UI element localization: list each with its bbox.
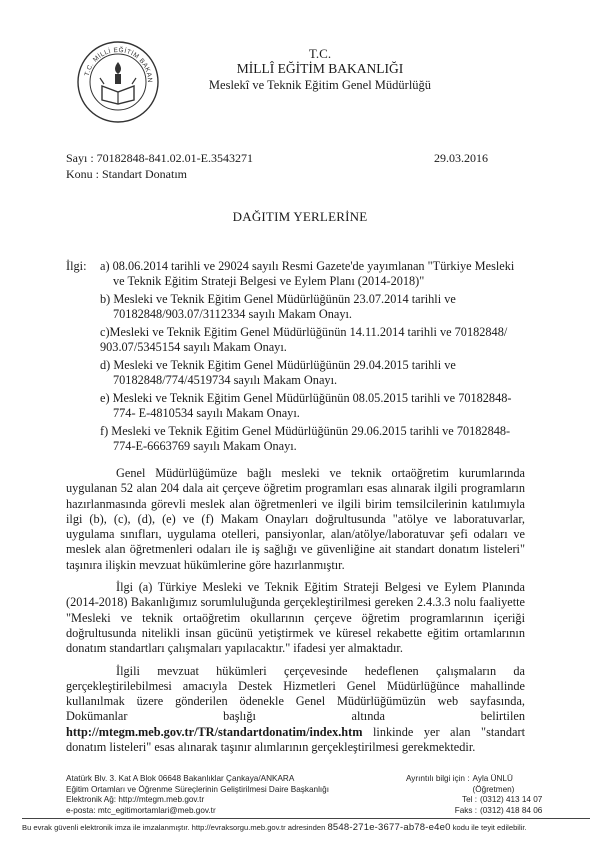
department-line: Eğitim Ortamları ve Öğrenme Süreçlerinin Geliştirilmesi Daire Başkanlığı [66, 784, 329, 794]
header-tc: T.C. [308, 46, 332, 61]
reference-item: b) Mesleki ve Teknik Eğitim Genel Müdürlüğünün 23.07.2014 tarihli ve 70182848/903.07/3112334 sayılı Makam Onayı. [100, 292, 456, 321]
contact-label: Ayrıntılı bilgi için : [405, 774, 470, 783]
body-paragraph [66, 664, 525, 756]
document-date: 29.03.2016 [434, 151, 488, 165]
recipient-title: DAĞITIM YERLERİNE [232, 209, 368, 224]
ministry-logo [76, 40, 160, 124]
body-paragraph: Genel Müdürlüğümüze bağlı mesleki ve teknik ortaöğretim kurumlarında uygulanan 52 alan 204 dala ait çerçeve öğretim programları esas alınarak ilgili programların hazırlanmasında görevli meslek alan öğretmenleri ve ilgili birim temsilcilerinin katılımıyla ilgi (b), (c), (d), (e) ve (f) Makam Onayları doğrultusunda "atölye ve laboratuvarlar, uygulama sınıfları, uygulama otelleri, pansiyonlar, alan/atölye/laboratuvar şefi odaları ve meslek alan öğretmenleri odaları ile iş sağlığı ve güvenliğine ait standart donatım listeleri" taşınıra ilişkin mevzuat hükümlerine göre hazırlanmıştır. [66, 466, 525, 572]
svg-text:T.C. MİLLİ EĞİTİM BAKANLIĞI: T.C. MİLLİ EĞİTİM BAKAN [83, 46, 154, 84]
reference-item: f) Mesleki ve Teknik Eğitim Genel Müdürlüğünün 29.06.2015 tarihli ve 70182848-774-E-6663769 sayılı Makam Onayı. [100, 424, 511, 453]
reference-list [100, 259, 520, 457]
footer-contact [352, 774, 552, 816]
document-number: Sayı : 70182848-841.02.01-E.3543271 [66, 151, 253, 165]
reference-label: İlgi: [66, 259, 87, 273]
reference-item: a) 08.06.2014 tarihli ve 29024 sayılı Resmi Gazete'de yayımlanan "Türkiye Mesleki ve Teknik Eğitim Strateji Belgesi ve Eylem Planı (2014-2018)" [100, 259, 515, 288]
footer-address [66, 774, 366, 816]
email-address[interactable]: e-posta: mtc_egitimortamlari@meb.gov.tr [66, 805, 216, 815]
header-ministry: MİLLÎ EĞİTİM BAKANLIĞI [236, 61, 404, 76]
body-text [66, 466, 525, 762]
phone-label: Tel : [461, 795, 477, 804]
paragraph-text: linkinde yer alan "standart donatım listeleri" esas alınarak taşınır alımlarının gerçekleştirilmesi gerekmektedir. [66, 724, 525, 755]
fax-number: (0312) 418 84 06 [480, 805, 543, 815]
verification-line [22, 822, 590, 833]
phone-number: (0312) 413 14 07 [480, 795, 543, 804]
verification-code: 8548-271e-3677-ab78-e4e0 [327, 822, 451, 833]
address-line: Atatürk Blv. 3. Kat A Blok 06648 Bakanlıklar Çankaya/ANKARA [66, 774, 295, 783]
reference-item: d) Mesleki ve Teknik Eğitim Genel Müdürlüğünün 29.04.2015 tarihli ve 70182848/774/4519734 sayılı Makam Onayı. [100, 358, 456, 387]
document-subject: Konu : Standart Donatım [66, 167, 187, 181]
contact-person: Ayla ÜNLÜ (Öğretmen) [472, 774, 515, 794]
footer-divider [22, 818, 590, 819]
body-paragraph: İlgi (a) Türkiye Mesleki ve Teknik Eğitim Strateji Belgesi ve Eylem Planında (2014-2018) Bakanlığımız sorumluluğunda gerçekleştirilmesi gereken 2.4.3.3 nolu faaliyette "Mesleki ve teknik ortaöğretim okullarının çerçeve öğretim programlarının içeriği doğrultusunda nitelikli insan gücünü yetiştirmek ve küresel rekabette eğitim ortamlarının donatım standartları çalışmaları yapılacaktır." ifadesi yer almaktadır. [66, 580, 525, 656]
standard-equipment-link[interactable]: http://mtegm.meb.gov.tr/TR/standartdonatim/index.htm [66, 724, 363, 739]
reference-item: e) Mesleki ve Teknik Eğitim Genel Müdürlüğünün 08.05.2015 tarihli ve 70182848-774- E-4810534 sayılı Makam Onayı. [100, 391, 512, 420]
reference-item: c)Mesleki ve Teknik Eğitim Genel Müdürlüğünün 14.11.2014 tarihli ve 70182848/ 903.07/5345154 sayılı Makam Onayı. [100, 325, 508, 354]
web-address[interactable]: Elektronik Ağ: http://mtegm.meb.gov.tr [66, 795, 205, 804]
verification-text: Bu evrak güvenli elektronik imza ile imzalanmıştır. http://evraksorgu.meb.gov.tr adresinden [22, 823, 326, 832]
paragraph-text: İlgili mevzuat hükümleri çerçevesinde hedeflenen çalışmaların da gerçekleştirilebilmesi amacıyla Destek Hizmetleri Genel Müdürlüğünce mahallinde kullanılmak üzere gönderilen ödenekle Genel Müdürlüğümüzün web sayfasında, Dokümanlar başlığı altında belirtilen [66, 663, 525, 724]
verification-text-end: kodu ile teyit edilebilir. [452, 823, 527, 832]
fax-label: Faks : [454, 805, 477, 815]
header-directorate: Meslekî ve Teknik Eğitim Genel Müdürlüğü [208, 78, 432, 92]
